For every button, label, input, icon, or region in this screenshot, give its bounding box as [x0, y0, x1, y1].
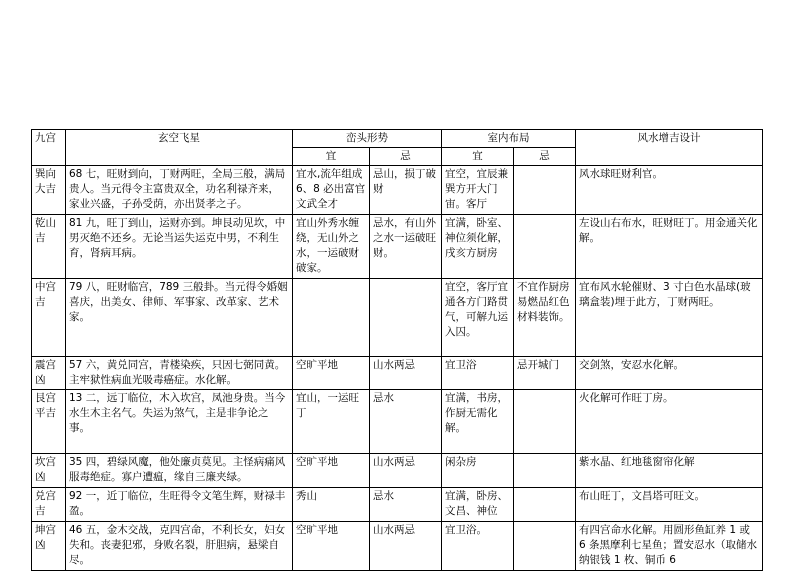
star-cell: 92 一，近丁临位，生旺得令文笔生辉，财禄丰盈。 [66, 488, 293, 522]
header-interior: 室内布局 [442, 130, 576, 148]
interior-yi-cell: 宜空，宜辰兼巽方开大门宙。客厅 [442, 166, 514, 215]
palace-cell: 中宫吉 [32, 279, 66, 357]
external-ji-cell [370, 279, 442, 357]
interior-yi-cell: 宜空，客厅宜通各方门路贯气，可解九运入囚。 [442, 279, 514, 357]
header-external-ji: 忌 [370, 148, 442, 166]
interior-ji-cell [514, 390, 576, 454]
design-cell: 左设山右布水，旺财旺丁。用金通关化解。 [576, 215, 763, 279]
external-ji-cell: 忌水，有山外之水一运破旺财。 [370, 215, 442, 279]
external-yi-cell: 空旷平地 [293, 454, 370, 488]
interior-ji-cell [514, 522, 576, 571]
interior-ji-cell [514, 215, 576, 279]
interior-ji-cell [514, 488, 576, 522]
external-yi-cell: 宜水,流年组成 6、8 必出富官文武全才 [293, 166, 370, 215]
external-yi-cell: 秀山 [293, 488, 370, 522]
header-palace: 九宫 [32, 130, 66, 166]
interior-yi-cell: 宜满，卧室、神位须化解，戌亥方厨房 [442, 215, 514, 279]
palace-cell: 坤宫凶 [32, 522, 66, 571]
interior-yi-cell: 宜满，卧房、文昌、神位 [442, 488, 514, 522]
interior-yi-cell: 宜满，书房，作厨无需化解。 [442, 390, 514, 454]
external-ji-cell: 山水两忌 [370, 357, 442, 390]
design-cell: 紫水晶、红地毯窗帘化解 [576, 454, 763, 488]
external-ji-cell: 忌水 [370, 390, 442, 454]
header-external: 峦头形势 [293, 130, 442, 148]
interior-ji-cell [514, 166, 576, 215]
external-ji-cell: 山水两忌 [370, 522, 442, 571]
table-row [32, 488, 763, 522]
design-cell: 有四宫命水化解。用圆形鱼缸养 1 或 6 条黑摩利七星鱼；置安忍水（取储水纳银钱 1 枚、铜币 6 [576, 522, 763, 571]
header-interior-yi: 宜 [442, 148, 514, 166]
table-row [32, 279, 763, 357]
header-design: 风水增吉设计 [576, 130, 763, 166]
table-row [32, 166, 763, 215]
header-star: 玄空飞星 [66, 130, 293, 166]
design-cell: 交剑煞，安忍水化解。 [576, 357, 763, 390]
star-cell: 81 九，旺丁到山，运财亦到。坤艮动见坎，中男灭绝不还乡。无论当运失运克中男，不利生育，肾病耳病。 [66, 215, 293, 279]
external-yi-cell [293, 279, 370, 357]
design-cell: 火化解可作旺丁房。 [576, 390, 763, 454]
star-cell: 68 七，旺财到向，丁财两旺，全局三般，满局贵人。当元得令主富贵双全，功名利禄齐来，家业兴盛，子孙受荫，亦出贤孝之子。 [66, 166, 293, 215]
table-row [32, 522, 763, 571]
interior-ji-cell [514, 454, 576, 488]
star-cell: 79 八，旺财临宫，789 三般卦。当元得令婚姻喜庆，出美女、律师、军事家、改革家、艺术家。 [66, 279, 293, 357]
table-row [32, 215, 763, 279]
design-cell: 布山旺丁，文昌塔可旺文。 [576, 488, 763, 522]
star-cell: 35 四，碧绿风魔，他处廉贞莫见。主怪病痛风服毒绝症。寡户遭瘟，缘自三廉夹绿。 [66, 454, 293, 488]
external-ji-cell: 山水两忌 [370, 454, 442, 488]
star-cell: 13 二，远丁临位，木入坎宫，凤池身贵。当今水生木主名气。失运为煞气，主是非争论之事。 [66, 390, 293, 454]
design-cell: 宜布风水轮催财、3 寸白色水晶球(玻璃盒装)埋于此方，丁财两旺。 [576, 279, 763, 357]
table-row [32, 357, 763, 390]
interior-yi-cell: 宜卫浴。 [442, 522, 514, 571]
interior-yi-cell: 闲杂房 [442, 454, 514, 488]
star-cell: 46 五，金木交战，克四宫命，不利长女，妇女失和。丧妻犯邪，身败名裂，肝胆病，悬梁自尽。 [66, 522, 293, 571]
external-ji-cell: 忌水 [370, 488, 442, 522]
palace-cell: 震宫凶 [32, 357, 66, 390]
external-yi-cell: 宜山，一运旺丁 [293, 390, 370, 454]
palace-cell: 乾山吉 [32, 215, 66, 279]
palace-cell: 兑宫吉 [32, 488, 66, 522]
palace-cell: 坎宫凶 [32, 454, 66, 488]
interior-ji-cell: 不宜作厨房易燃品红色材料装饰。 [514, 279, 576, 357]
external-yi-cell: 空旷平地 [293, 522, 370, 571]
palace-cell: 巽向大吉 [32, 166, 66, 215]
palace-cell: 艮宫平吉 [32, 390, 66, 454]
table-row [32, 390, 763, 454]
table-row [32, 454, 763, 488]
design-cell: 风水球旺财利官。 [576, 166, 763, 215]
header-interior-ji: 忌 [514, 148, 576, 166]
header-row-top [32, 130, 763, 148]
interior-ji-cell: 忌开城门 [514, 357, 576, 390]
header-external-yi: 宜 [293, 148, 370, 166]
feng-shui-table [31, 129, 763, 571]
external-ji-cell: 忌山，损丁破财 [370, 166, 442, 215]
interior-yi-cell: 宜卫浴 [442, 357, 514, 390]
external-yi-cell: 空旷平地 [293, 357, 370, 390]
external-yi-cell: 宜山外秀水缠绕，无山外之水，一运破财破家。 [293, 215, 370, 279]
star-cell: 57 六，黄兑同宫，青楼染疾，只因七弼同黄。主牢狱性病血光吸毒癌症。水化解。 [66, 357, 293, 390]
